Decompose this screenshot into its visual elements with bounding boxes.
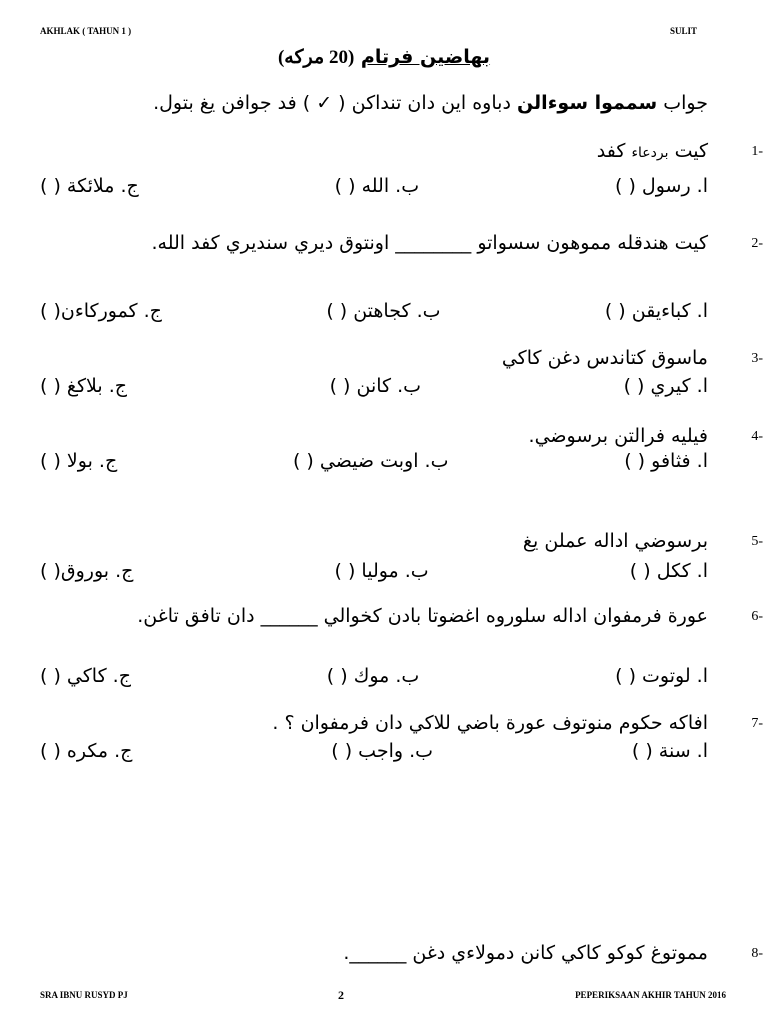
- options-3: [40, 375, 708, 397]
- footer-school: SRA IBNU RUSYD PJ: [40, 990, 128, 1000]
- options-5: [40, 560, 708, 582]
- option-b[interactable]: ب. اوبت ضيضي ( ): [292, 450, 449, 472]
- option-b[interactable]: ب. واجب ( ): [331, 740, 433, 762]
- section-title-text: بهاضين فرتام: [360, 46, 491, 68]
- option-b[interactable]: ب. موليا ( ): [334, 560, 429, 582]
- question-text: ماسوق كتاندس دغن كاكي: [501, 347, 708, 369]
- question-text: برسوضي اداله عملن يغ: [522, 530, 708, 552]
- option-c[interactable]: ج. كاكي ( ): [40, 665, 131, 687]
- question-text: كيت هندقله مموهون سسواتو ________ اونتوق ديري سنديري كفد الله.: [151, 232, 708, 254]
- question-number: -2: [751, 236, 763, 251]
- option-c[interactable]: ج. بلاكغ ( ): [40, 375, 128, 397]
- footer-exam: PEPERIKSAAN AKHIR TAHUN 2016: [575, 990, 726, 1000]
- option-b[interactable]: ب. كجاهتن ( ): [326, 300, 441, 322]
- option-b[interactable]: ب. موك ( ): [326, 665, 420, 687]
- option-a[interactable]: ا. ككل ( ): [629, 560, 708, 582]
- option-c[interactable]: ج. بوروق( ): [40, 560, 134, 582]
- question-number: -1: [751, 144, 763, 159]
- question-text: فيليه فرالتن برسوضي.: [528, 425, 708, 447]
- question-number: -6: [751, 609, 763, 624]
- question-7: [40, 710, 763, 737]
- question-number: -3: [751, 351, 763, 366]
- question-3: [40, 345, 763, 372]
- options-2: [40, 300, 708, 322]
- options-1: [40, 175, 708, 197]
- option-a[interactable]: ا. سنة ( ): [631, 740, 708, 762]
- option-a[interactable]: ا. فثافو ( ): [624, 450, 708, 472]
- question-number: -4: [751, 429, 763, 444]
- option-b[interactable]: ب. الله ( ): [334, 175, 420, 197]
- instruction-post: دباوه اين دان تنداكن ( ✓ ) فد جوافن يغ بتول.: [153, 92, 511, 114]
- option-c[interactable]: ج. بولا ( ): [40, 450, 118, 472]
- question-number: -5: [751, 534, 763, 549]
- question-2: [40, 230, 763, 257]
- instruction-bold: سمموا سوءالن: [516, 92, 658, 114]
- question-text: كيت: [674, 140, 708, 162]
- option-c[interactable]: ج. كموركاءن( ): [40, 300, 162, 322]
- question-text: كفد: [596, 140, 626, 162]
- question-1: [40, 138, 763, 167]
- question-4: [40, 423, 763, 450]
- option-c[interactable]: ج. مكره ( ): [40, 740, 133, 762]
- question-5: [40, 528, 763, 555]
- question-number: -7: [751, 716, 763, 731]
- option-a[interactable]: ا. كباءيقن ( ): [604, 300, 708, 322]
- header-classification: SULIT: [670, 26, 698, 36]
- section-title: [0, 46, 768, 69]
- option-a[interactable]: ا. رسول ( ): [615, 175, 708, 197]
- section-marks: (20 مركه): [277, 47, 355, 68]
- question-text: افاكه حكوم منوتوف عورة باضي للاكي دان فرمفوان ؟ .: [272, 712, 708, 734]
- question-text: بردعاء: [631, 145, 669, 161]
- page-number: 2: [338, 988, 344, 1002]
- question-number: -8: [751, 946, 763, 961]
- option-a[interactable]: ا. كيري ( ): [623, 375, 708, 397]
- option-b[interactable]: ب. كانن ( ): [329, 375, 422, 397]
- options-7: [40, 740, 708, 762]
- options-4: [40, 450, 708, 472]
- instruction-pre: جواب: [663, 92, 708, 114]
- options-6: [40, 665, 708, 687]
- option-c[interactable]: ج. ملائكة ( ): [40, 175, 139, 197]
- option-a[interactable]: ا. لوتوت ( ): [615, 665, 708, 687]
- header-subject: AKHLAK ( TAHUN 1 ): [40, 26, 132, 36]
- question-8: [40, 940, 763, 967]
- question-text: عورة فرمفوان اداله سلوروه اغضوتا بادن كخوالي ______ دان تافق تاغن.: [137, 605, 708, 627]
- question-6: [40, 603, 763, 630]
- instruction: [153, 92, 708, 114]
- question-text: مموتوغ كوكو كاكي كانن دمولاءي دغن ______.: [343, 942, 708, 964]
